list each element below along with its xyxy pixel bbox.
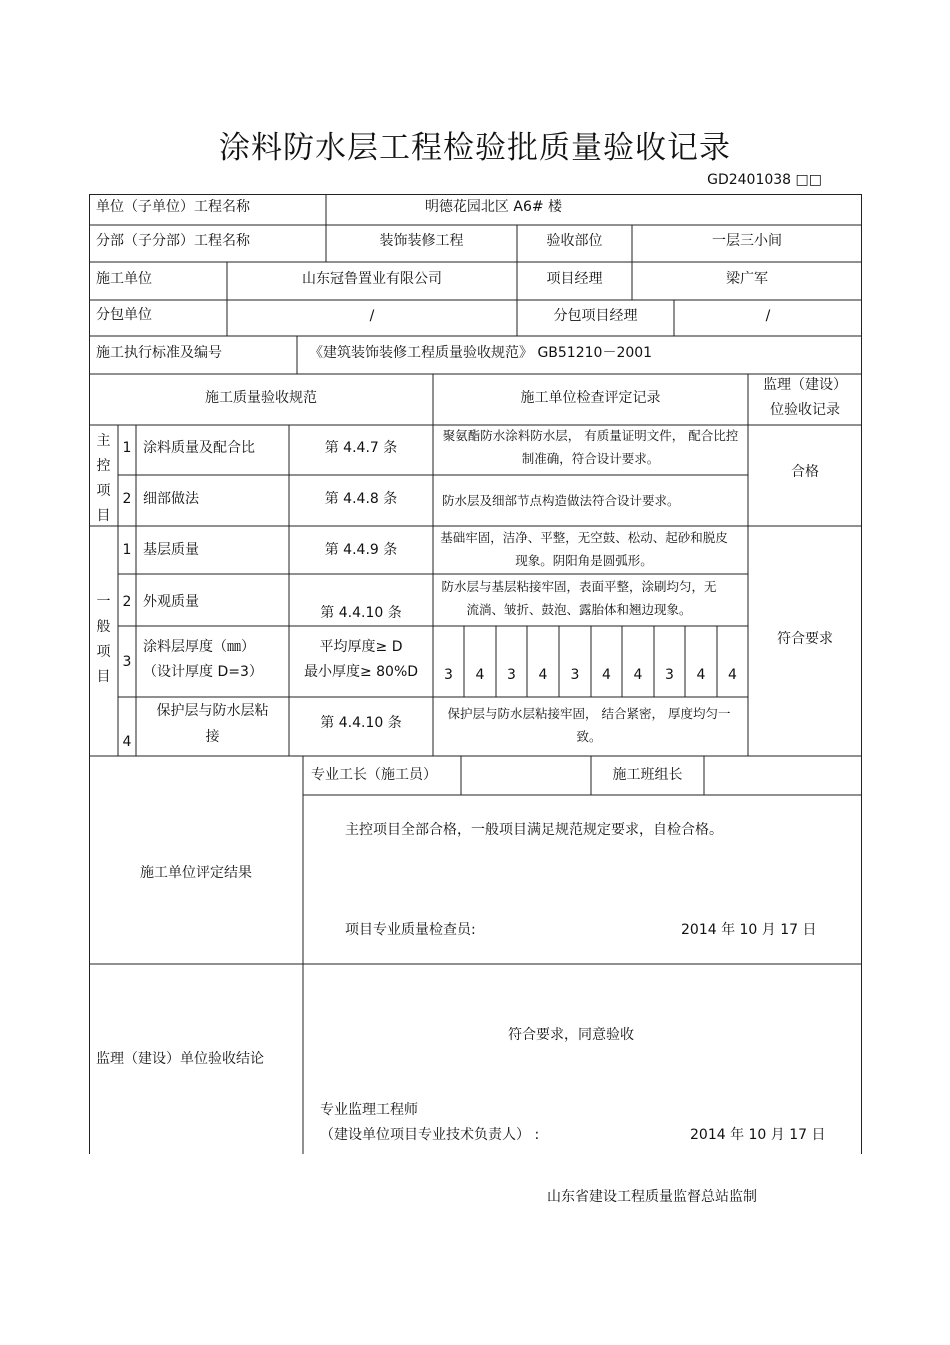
measurement-cell: 3 [665,667,674,683]
general-item-3-no: 3 [122,654,132,670]
general-item-1-record: 基础牢固，洁净、平整，无空鼓、松动、起砂和脱皮现象。阴阳角是圆弧形。 [440,530,728,569]
sub-pm-value: / [765,308,771,324]
general-item-2-no: 2 [122,594,132,610]
general-item-3-name-line2: （设计厚度 D=3） [143,664,263,680]
main-item-2-record: 防水层及细部节点构造做法符合设计要求。 [442,493,680,508]
measurement-cell: 4 [728,667,737,683]
pm-label: 项目经理 [546,271,603,287]
contractor-eval-label: 施工单位评定结果 [140,865,252,881]
measurement-cell: 4 [602,667,611,683]
main-item-2-no: 2 [122,491,132,507]
measurement-cell: 3 [444,667,453,683]
contractor-label: 施工单位 [96,271,152,287]
standard-label: 施工执行标准及编号 [96,345,222,361]
unit-value: 明德花园北区 A6# 楼 [424,199,563,215]
form-code: GD2401038 □□ [707,172,822,188]
general-item-2-clause: 第 4.4.10 条 [320,605,402,621]
subcontractor-value: / [369,308,375,324]
supervision-date: 2014 年 10 月 17 日 [690,1127,826,1143]
main-item-1-no: 1 [122,440,132,456]
pm-value: 梁广军 [726,271,768,287]
acceptance-part-label: 验收部位 [546,233,603,249]
contractor-eval-date: 2014 年 10 月 17 日 [681,922,817,938]
general-item-4-record: 保护层与防水层粘接牢固， 结合紧密， 厚度均匀一致。 [447,706,731,745]
division-label: 分部（子分部）工程名称 [96,233,250,249]
general-items-group-label [89,590,118,690]
division-value: 装饰装修工程 [379,233,464,249]
main-item-1-name: 涂料质量及配合比 [143,440,255,456]
main-item-1-clause: 第 4.4.7 条 [324,440,398,456]
main-items-group-label [89,429,118,529]
main-group-char: 目 [96,508,111,524]
measurement-cell: 4 [633,667,643,683]
general-group-char: 一 [96,594,111,610]
general-item-4-name-line2: 接 [205,729,220,745]
main-group-char: 主 [96,433,111,449]
main-item-2-clause: 第 4.4.8 条 [324,491,398,507]
general-item-4-clause: 第 4.4.10 条 [320,715,402,731]
measurement-cell: 3 [507,667,516,683]
general-item-2-record: 防水层与基层粘接牢固，表面平整，涂刷均匀，无流淌、皱折、鼓泡、露胎体和翘边现象。 [441,579,717,618]
general-group-char: 项 [96,644,111,660]
col-supervision-header-line1: 监理（建设） [763,377,847,393]
inspector-label: 项目专业质量检查员: [345,922,476,938]
general-group-char: 目 [96,669,111,685]
main-items-result: 合格 [791,464,819,480]
acceptance-form-table [89,194,862,1154]
main-item-1-record: 聚氨酯防水涂料防水层， 有质量证明文件， 配合比控制准确，符合设计要求。 [442,428,739,467]
measurement-cell: 3 [570,667,580,683]
general-item-4-name-line1: 保护层与防水层粘 [156,703,269,719]
subcontractor-label: 分包单位 [96,307,152,323]
supervision-conclusion: 符合要求，同意验收 [508,1027,634,1043]
col-supervision-header-line2: 位验收记录 [770,402,840,418]
page-title: 涂料防水层工程检验批质量验收记录 [219,130,731,166]
contractor-conclusion: 主控项目全部合格，一般项目满足规范规定要求，自检合格。 [345,822,723,838]
measurement-cell: 4 [475,667,485,683]
foreman-label: 专业工长（施工员） [311,767,437,783]
measurement-cell: 4 [696,667,706,683]
general-item-1-clause: 第 4.4.9 条 [324,542,398,558]
unit-label: 单位（子单位）工程名称 [96,199,250,215]
general-item-2-name: 外观质量 [143,594,199,610]
measurement-cell: 4 [538,667,548,683]
general-item-4-no: 4 [122,734,132,750]
supervision-engineer-label2: （建设单位项目专业技术负责人） : [320,1127,540,1143]
contractor-value: 山东冠鲁置业有限公司 [302,271,442,287]
acceptance-part-value: 一层三小间 [712,233,782,249]
col-check-header: 施工单位检查评定记录 [520,390,661,406]
general-item-3-clause-line1: 平均厚度≥ D [319,639,403,655]
main-group-char: 控 [96,458,111,474]
main-item-2-name: 细部做法 [143,491,199,507]
general-item-1-name: 基层质量 [143,542,199,558]
general-item-3-clause-line2: 最小厚度≥ 80%D [303,664,419,680]
general-item-3-name-line1: 涂料层厚度（㎜） [143,639,255,655]
col-spec-header: 施工质量验收规范 [205,390,317,406]
supervision-label: 监理（建设）单位验收结论 [96,1051,264,1067]
general-item-1-no: 1 [122,542,132,558]
sub-pm-label: 分包项目经理 [553,308,638,324]
team-leader-label: 施工班组长 [612,767,683,783]
supervision-engineer-label: 专业监理工程师 [320,1102,418,1118]
general-group-char: 般 [96,619,111,635]
general-items-result: 符合要求 [777,631,833,647]
footer-issuer: 山东省建设工程质量监督总站监制 [547,1189,757,1205]
main-group-char: 项 [96,483,111,499]
standard-value: 《建筑装饰装修工程质量验收规范》 GB51210－2001 [309,345,653,361]
